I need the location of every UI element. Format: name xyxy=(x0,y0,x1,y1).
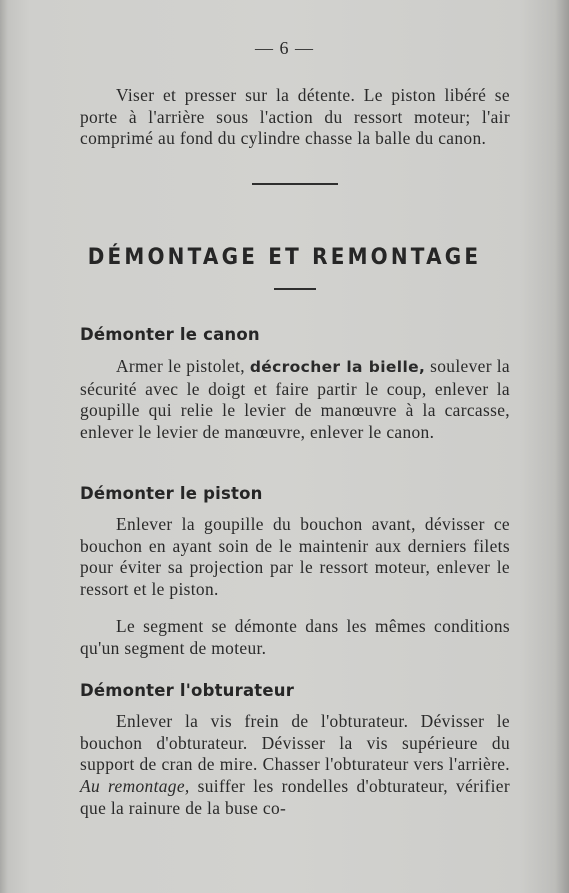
paragraph-text: Enlever la goupille du bouchon avant, dévisser ce bouchon en ayant soin de le maintenir aux derniers filets pour éviter sa projection par le ressort moteur, enlever le ressort et le piston. xyxy=(80,514,510,600)
title-underline xyxy=(274,288,316,290)
main-title: DÉMONTAGE ET REMONTAGE xyxy=(87,242,482,270)
paragraph-text: Le segment se démonte dans les mêmes conditions qu'un segment de moteur. xyxy=(80,616,510,658)
intro-text: Viser et presser sur la détente. Le piston libéré se porte à l'arrière sous l'action du ressort moteur; l'air comprimé au fond du cylindre chasse la balle du canon. xyxy=(80,85,510,149)
section-canon-paragraph xyxy=(80,356,510,444)
intro-paragraph xyxy=(80,85,510,150)
emphasis-text: décrocher la bielle, xyxy=(249,358,426,376)
paragraph-text: soulever la sécurité avec le doigt et faire partir le coup, enlever la goupille qui relie le levier de manœuvre à la carcasse, enlever le levier de manœuvre, enlever le canon. xyxy=(80,356,510,443)
section-obturateur-paragraph xyxy=(80,711,510,820)
section-piston-paragraph-2 xyxy=(80,616,510,659)
section-heading-canon: Démonter le canon xyxy=(80,325,260,344)
page-number: — 6 — xyxy=(255,38,314,58)
separator-rule xyxy=(252,183,338,185)
paragraph-text: Enlever la vis frein de l'obturateur. Dévisser le bouchon d'obturateur. Dévisser la vis supérieure du support de cran de mire. Chasser l'obturateur vers l'arrière. xyxy=(80,711,510,775)
section-heading-obturateur: Démonter l'obturateur xyxy=(80,681,295,700)
section-piston-paragraph-1 xyxy=(80,514,510,601)
paragraph-text: Armer le pistolet, xyxy=(116,356,250,376)
paragraph-text: suiffer les rondelles d'obturateur, vérifier que la rainure de la buse co- xyxy=(80,776,510,818)
italic-text: Au remontage, xyxy=(80,776,190,797)
section-heading-piston: Démonter le piston xyxy=(80,484,263,503)
